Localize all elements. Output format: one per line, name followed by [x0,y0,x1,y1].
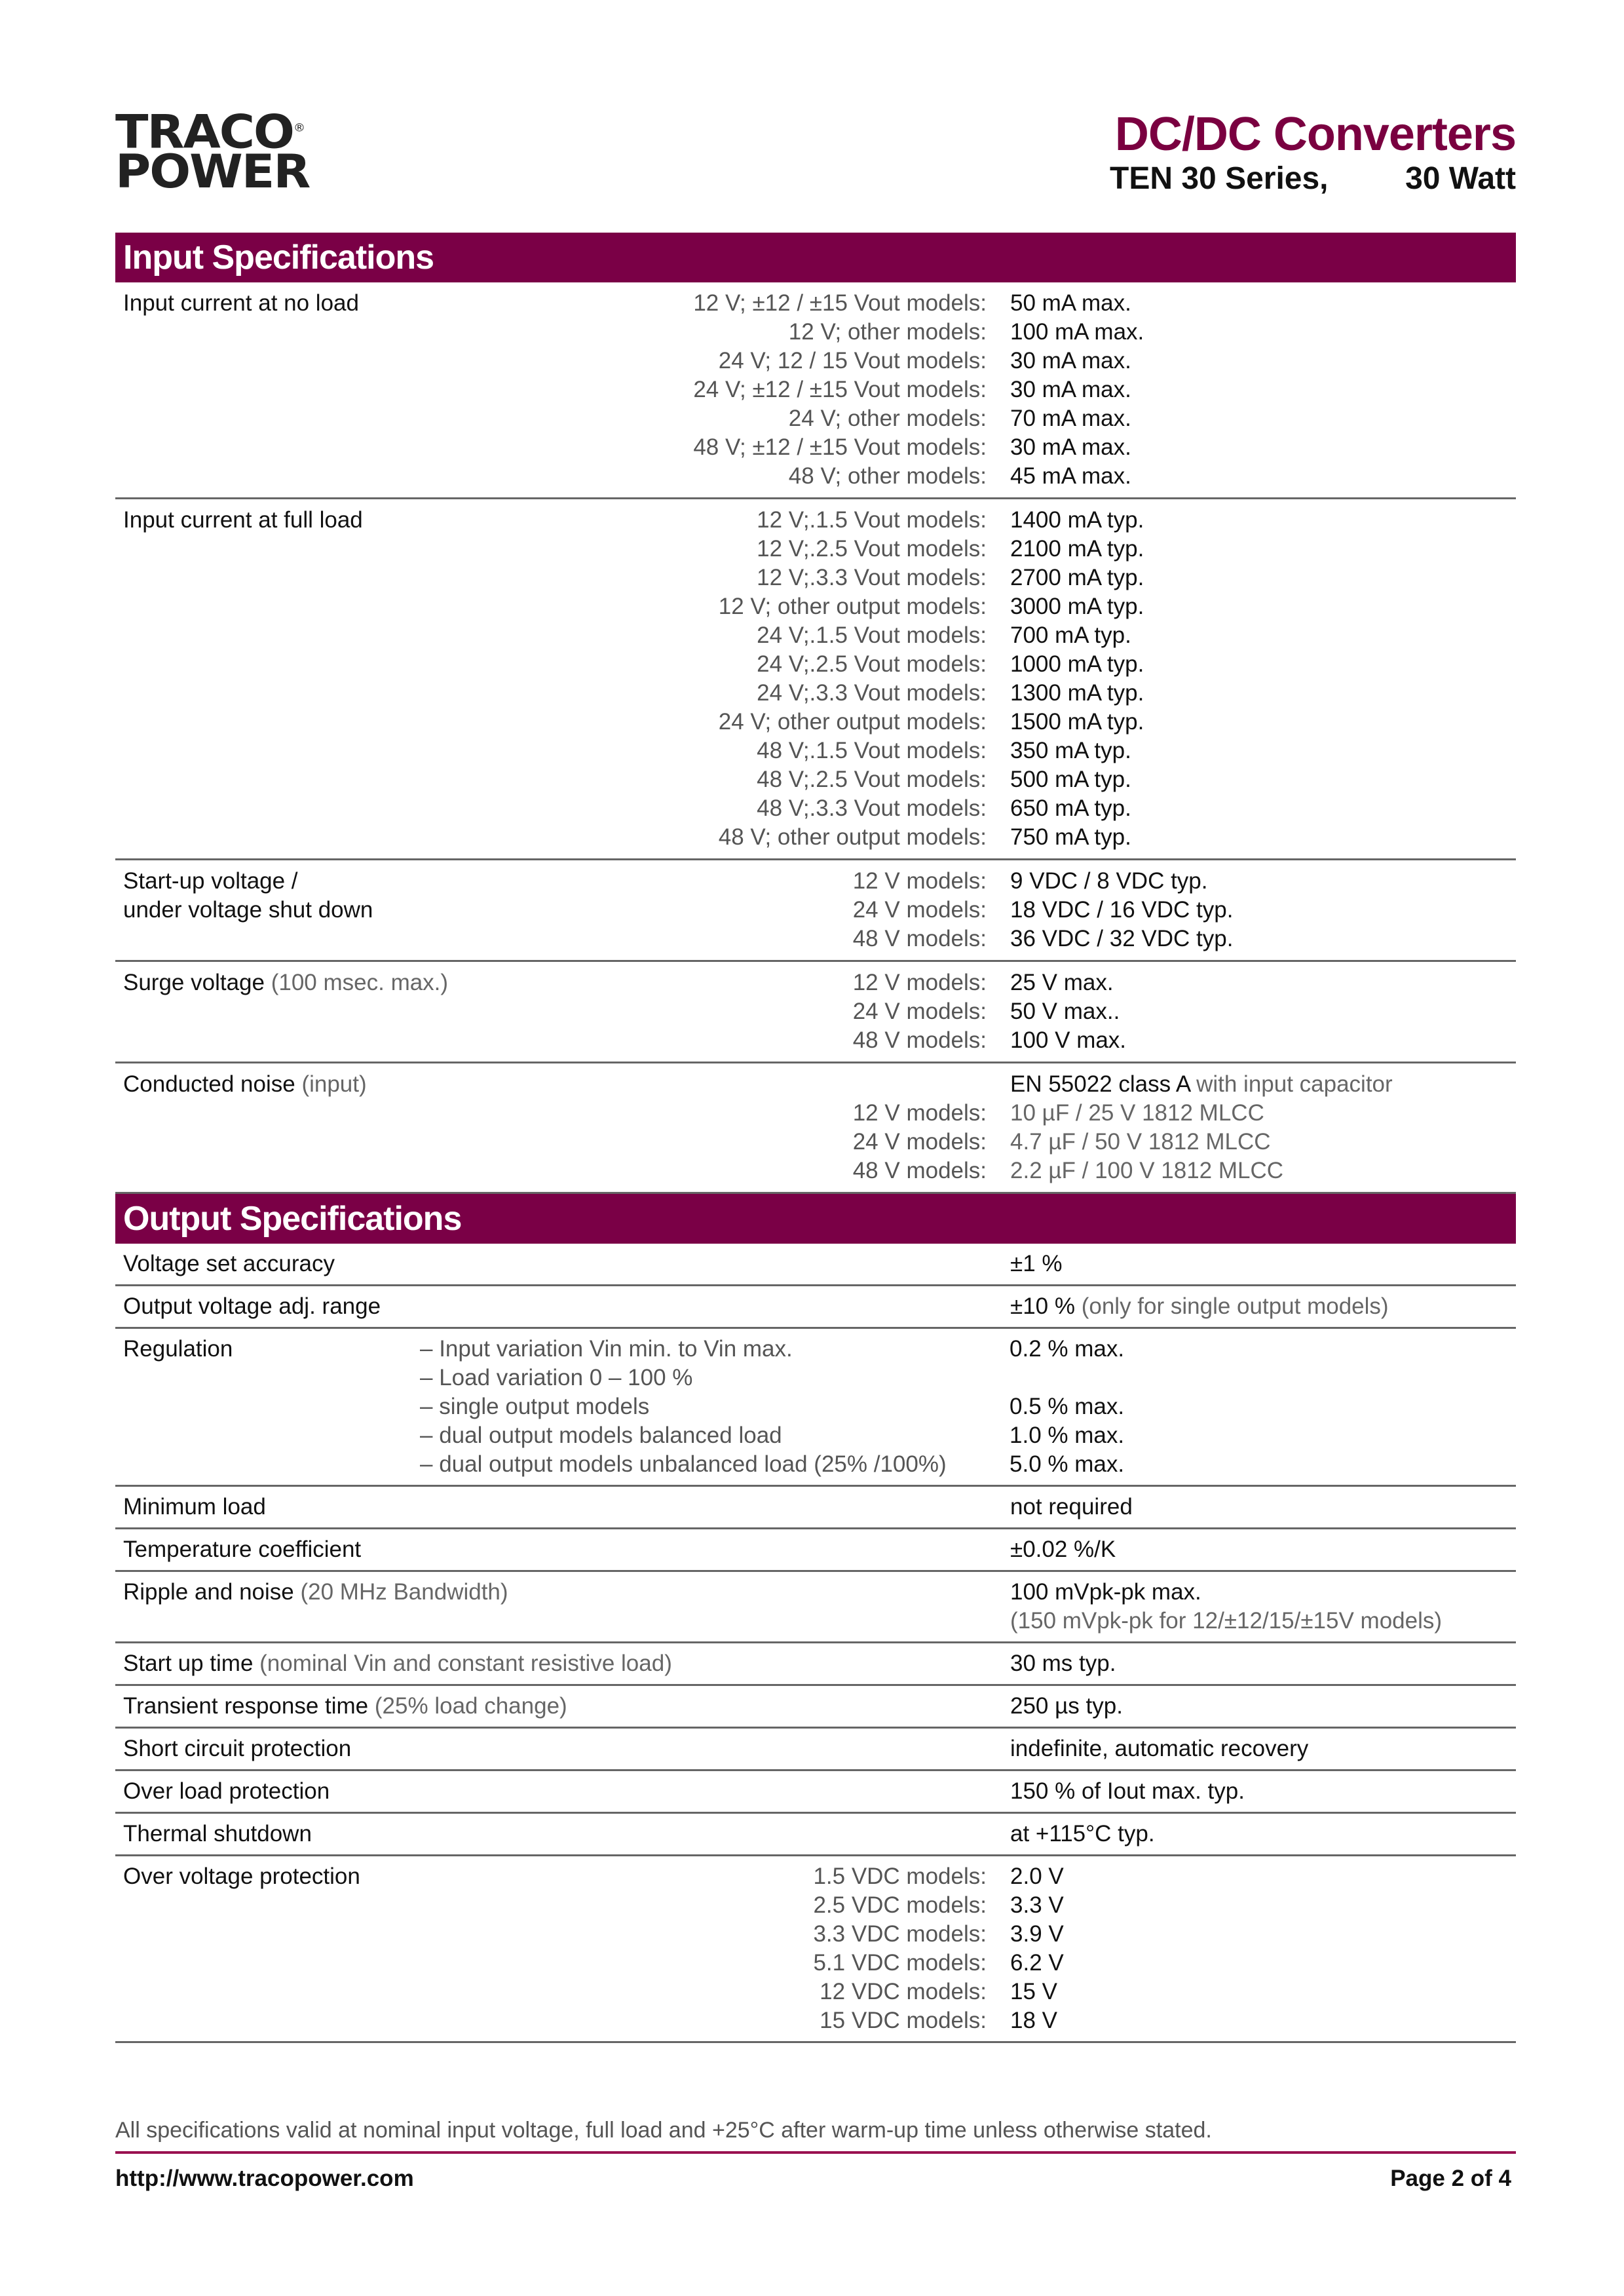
logo-line-1: TRACO [115,105,293,159]
spec-label [115,968,987,1055]
spec-condition: 3.3 VDC models: [813,1921,987,1947]
spec-label-note: (input) [301,1071,367,1097]
spec-row [115,282,1516,499]
spec-value-text: 150 % of Iout max. typ. [1010,1778,1245,1804]
regulation-value: 0.5 % max. [1010,1394,1125,1419]
spec-value [1010,1649,1516,1678]
spec-value: 750 mA typ. [1010,824,1131,850]
spec-value: 1300 mA typ. [1010,680,1144,706]
spec-condition: 12 V;.3.3 Vout models: [757,565,987,590]
spec-label [115,1493,987,1521]
spec-label [115,867,987,953]
regulation-value: 0.2 % max. [1010,1336,1125,1362]
spec-value: 36 VDC / 32 VDC typ. [1010,926,1234,951]
spec-condition: 48 V models: [852,1027,987,1053]
spec-row [115,1856,1516,2043]
spec-condition: 12 V;.1.5 Vout models: [757,507,987,533]
spec-row [115,962,1516,1063]
spec-condition: 24 V;.1.5 Vout models: [757,622,987,648]
spec-row-temp-coeff [115,1529,1516,1572]
spec-condition: 48 V; other models: [788,463,987,489]
spec-condition: 15 VDC models: [820,2008,987,2033]
spec-condition: 1.5 VDC models: [813,1864,987,1889]
spec-value [1010,1820,1516,1848]
spec-condition: 12 VDC models: [820,1979,987,2004]
spec-value: 2700 mA typ. [1010,565,1144,590]
regulation-condition: – Load variation 0 – 100 % [420,1365,693,1390]
value-heading-note: with input capacitor [1196,1071,1393,1097]
spec-row-regulation [115,1329,1516,1487]
spec-row [115,499,1516,860]
spec-value-note: (only for single output models) [1081,1293,1389,1319]
power-rating: 30 Watt [1405,161,1516,196]
regulation-value [1010,1364,1516,1392]
spec-value: 1000 mA typ. [1010,651,1144,677]
spec-label-text: Over voltage protection [123,1864,360,1889]
spec-condition: 48 V;.3.3 Vout models: [757,795,987,821]
spec-condition: 24 V models: [852,1129,987,1155]
spec-label [115,506,987,592]
spec-label-note: (25% load change) [374,1693,567,1719]
spec-label [115,1692,987,1721]
input-specs-table [115,282,1516,1194]
spec-label-text: Ripple and noise [123,1579,294,1605]
spec-label-text: Short circuit protection [123,1736,352,1761]
spec-condition: 24 V; other output models: [718,709,987,735]
spec-label-text: Conducted noise [123,1071,295,1097]
spec-row-startup-time [115,1643,1516,1686]
spec-label [115,1250,987,1278]
spec-value-text: 100 mVpk-pk max. [1010,1579,1201,1605]
spec-value: 9 VDC / 8 VDC typ. [1010,868,1208,894]
spec-value [1010,1535,1516,1564]
spec-value: 18 VDC / 16 VDC typ. [1010,897,1234,923]
regulation-condition: – single output models [420,1394,650,1419]
spec-value: 500 mA typ. [1010,767,1131,792]
spec-value: 6.2 V [1010,1950,1064,1976]
spec-label-text: Output voltage adj. range [123,1293,381,1319]
spec-value [1010,1493,1516,1521]
spec-condition: 48 V;.1.5 Vout models: [757,738,987,763]
spec-condition: 12 V; other output models: [718,594,987,619]
spec-value: 10 µF / 25 V 1812 MLCC [1010,1100,1264,1126]
spec-value: 1400 mA typ. [1010,507,1144,533]
spec-value: 30 mA max. [1010,377,1131,402]
spec-row-voltage-accuracy [115,1244,1516,1286]
spec-condition: 48 V models: [852,926,987,951]
spec-value [1010,1250,1516,1278]
spec-label-text: Start-up voltage / [123,868,298,894]
spec-value-note: (150 mVpk-pk for 12/±12/15/±15V models) [1010,1608,1443,1634]
spec-value [1010,1777,1516,1806]
spec-label-text: Input current at full load [123,507,363,533]
spec-label [115,1578,987,1636]
spec-value: 3.3 V [1010,1892,1064,1918]
output-specs-header: Output Specifications [115,1194,1516,1244]
spec-condition: 24 V; ±12 / ±15 Vout models: [693,377,987,402]
spec-value: 50 mA max. [1010,290,1131,316]
website-link[interactable]: http://www.tracopower.com [115,2166,414,2191]
value-heading: EN 55022 class A [1010,1071,1190,1097]
page-number: Page 2 of 4 [1390,2166,1511,2191]
spec-label [115,1734,987,1763]
output-specs-table [115,1244,1516,2043]
spec-label-text: Voltage set accuracy [123,1251,335,1276]
spec-value-text: indefinite, automatic recovery [1010,1736,1309,1761]
spec-label [115,1070,987,1157]
regulation-condition: – Input variation Vin min. to Vin max. [420,1336,793,1362]
spec-value: 3000 mA typ. [1010,594,1144,619]
spec-label-text: Input current at no load [123,290,359,316]
spec-label [115,1777,987,1806]
spec-row [115,1063,1516,1194]
spec-condition: 24 V;.3.3 Vout models: [757,680,987,706]
spec-label-note: (20 MHz Bandwidth) [300,1579,508,1605]
spec-label-text: Start up time [123,1651,254,1676]
traco-power-logo [115,105,310,199]
document-title: DC/DC Converters [1114,108,1516,161]
spec-value: 2.0 V [1010,1864,1064,1889]
spec-condition: 5.1 VDC models: [813,1950,987,1976]
input-specs-header: Input Specifications [115,233,1516,282]
spec-condition: 12 V;.2.5 Vout models: [757,536,987,562]
spec-value: 1500 mA typ. [1010,709,1144,735]
spec-condition: 2.5 VDC models: [813,1892,987,1918]
spec-value-text: 30 ms typ. [1010,1651,1116,1676]
spec-label: Regulation [123,1336,233,1362]
spec-label [115,1649,987,1678]
spec-row-thermal [115,1814,1516,1856]
spec-value [1010,1692,1516,1721]
spec-label-text: Thermal shutdown [123,1821,312,1846]
spec-content [115,233,1516,2043]
spec-label-text: Surge voltage [123,970,265,995]
spec-condition: 24 V models: [852,999,987,1024]
spec-value: 45 mA max. [1010,463,1131,489]
regulation-value: 5.0 % max. [1010,1451,1125,1477]
spec-row-short-circuit [115,1729,1516,1771]
spec-row [115,860,1516,962]
spec-label-text: Transient response time [123,1693,369,1719]
spec-label-note: (100 msec. max.) [271,970,449,995]
spec-label-note: (nominal Vin and constant resistive load) [259,1651,672,1676]
spec-value: 2.2 µF / 100 V 1812 MLCC [1010,1158,1284,1183]
spec-value: 70 mA max. [1010,406,1131,431]
spec-condition: 12 V models: [852,868,987,894]
spec-label-text: Minimum load [123,1494,266,1520]
spec-value: 3.9 V [1010,1921,1064,1947]
series-name: TEN 30 Series, [1110,161,1329,196]
spec-condition: 24 V; other models: [788,406,987,431]
spec-value-text: ±1 % [1010,1251,1063,1276]
spec-label-text-2: under voltage shut down [123,897,373,923]
regulation-condition: – dual output models unbalanced load (25% /100%) [420,1451,947,1477]
regulation-condition: – dual output models balanced load [420,1423,782,1448]
spec-condition: 48 V;.2.5 Vout models: [757,767,987,792]
spec-row-min-load [115,1487,1516,1529]
spec-condition: 12 V models: [852,1100,987,1126]
spec-label [115,1535,987,1564]
spec-condition: 24 V models: [852,897,987,923]
spec-row-overload [115,1771,1516,1814]
spec-condition: 24 V; 12 / 15 Vout models: [718,348,987,373]
spec-value-text: ±0.02 %/K [1010,1537,1116,1562]
spec-label [115,1820,987,1848]
spec-value-text: ±10 % [1010,1293,1075,1319]
spec-condition: 12 V; other models: [788,319,987,345]
spec-row-ripple [115,1572,1516,1643]
spec-value: 700 mA typ. [1010,622,1131,648]
spec-condition: 24 V;.2.5 Vout models: [757,651,987,677]
spec-value: 4.7 µF / 50 V 1812 MLCC [1010,1129,1271,1155]
spec-condition: 48 V; other output models: [718,824,987,850]
spec-label [115,1292,987,1321]
spec-value [1010,1578,1516,1636]
spec-value-text: not required [1010,1494,1133,1520]
spec-label [115,289,987,375]
spec-value-text: 250 µs typ. [1010,1693,1123,1719]
spec-value [1010,1734,1516,1763]
spec-label-text: Temperature coefficient [123,1537,362,1562]
spec-condition: 48 V; ±12 / ±15 Vout models: [693,434,987,460]
spec-value: 100 mA max. [1010,319,1144,345]
registered-mark: ® [293,121,304,135]
spec-value: 18 V [1010,2008,1057,2033]
spec-value: 15 V [1010,1979,1057,2004]
logo-line-2: POWER [115,145,310,199]
spec-condition: 12 V; ±12 / ±15 Vout models: [693,290,987,316]
spec-condition: 48 V models: [852,1158,987,1183]
spec-value: 50 V max.. [1010,999,1120,1024]
spec-value: 650 mA typ. [1010,795,1131,821]
spec-condition: 12 V models: [852,970,987,995]
spec-label-text: Over load protection [123,1778,330,1804]
spec-value: 2100 mA typ. [1010,536,1144,562]
regulation-value: 1.0 % max. [1010,1423,1125,1448]
spec-value [1010,1292,1516,1321]
spec-value: 100 V max. [1010,1027,1127,1053]
spec-value-text: at +115°C typ. [1010,1821,1155,1846]
spec-value: 30 mA max. [1010,434,1131,460]
spec-value: 30 mA max. [1010,348,1131,373]
spec-value-heading [1010,1070,1516,1099]
spec-row-transient [115,1686,1516,1729]
document-title-block [1110,108,1516,197]
spec-value: 350 mA typ. [1010,738,1131,763]
footnote: All specifications valid at nominal input voltage, full load and +25°C after warm-up time unless otherwise stated. [115,2118,1516,2154]
spec-value: 25 V max. [1010,970,1114,995]
spec-row-adj-range [115,1286,1516,1329]
